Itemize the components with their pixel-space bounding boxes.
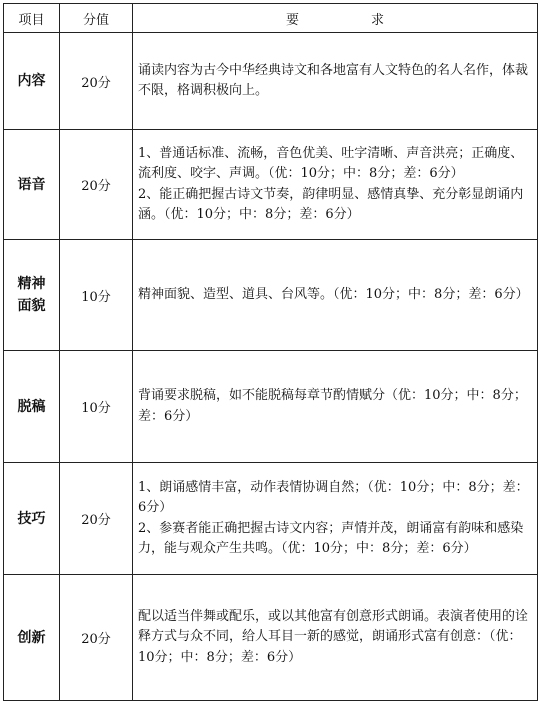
item-cell: 创新 [4, 575, 60, 701]
table-header-row [4, 4, 538, 33]
requirement-line: 配以适当伴舞或配乐，或以其他富有创意形式朗诵。表演者使用的诠释方式与众不同，给人耳目一新的感觉，朗诵形式富有创意：（优：10分；中：8分；差：6分） [138, 608, 529, 665]
score-cell: 20分 [60, 33, 133, 130]
item-cell: 内容 [4, 33, 60, 130]
table-row [4, 463, 538, 575]
requirement-cell [133, 130, 538, 240]
requirement-line: 1、朗诵感情丰富，动作表情协调自然；（优：10分；中：8分；差：6分） [138, 479, 529, 515]
item-label: 精神面貌 [17, 276, 46, 314]
table-row [4, 240, 538, 351]
requirement-line: 诵读内容为古今中华经典诗文和各地富有人文特色的名人名作，体裁不限，格调积极向上。 [138, 62, 529, 98]
requirement-cell [133, 463, 538, 575]
score-cell: 10分 [60, 240, 133, 351]
header-requirement: 要求 [133, 4, 538, 33]
item-cell: 脱稿 [4, 351, 60, 463]
table-row [4, 130, 538, 240]
scoring-criteria-table [3, 3, 538, 701]
requirement-line: 2、参赛者能正确把握古诗文内容；声情并茂，朗诵富有韵味和感染力，能与观众产生共鸣。（优：10分；中：8分；差：6分） [138, 520, 524, 556]
item-cell: 语音 [4, 130, 60, 240]
score-cell: 20分 [60, 463, 133, 575]
item-cell [4, 240, 60, 351]
table-row [4, 33, 538, 130]
item-cell: 技巧 [4, 463, 60, 575]
requirement-cell [133, 575, 538, 701]
header-item: 项目 [4, 4, 60, 33]
score-cell: 20分 [60, 130, 133, 240]
requirement-line: 背诵要求脱稿，如不能脱稿每章节酌情赋分（优：10分；中：8分；差：6分） [138, 388, 527, 424]
table-row [4, 575, 538, 701]
requirement-cell [133, 240, 538, 351]
header-score: 分值 [60, 4, 133, 33]
requirement-cell [133, 351, 538, 463]
requirement-line: 精神面貌、造型、道具、台风等。（优：10分；中：8分；差：6分） [138, 286, 529, 302]
table-row [4, 351, 538, 463]
requirement-line: 2、能正确把握古诗文节奏，韵律明显、感情真挚、充分彰显朗诵内涵。（优：10分；中：8分；差：6分） [138, 186, 524, 222]
score-cell: 20分 [60, 575, 133, 701]
score-cell: 10分 [60, 351, 133, 463]
requirement-cell [133, 33, 538, 130]
requirement-line: 1、普通话标准、流畅，音色优美、吐字清晰、声音洪亮；正确度、流利度、咬字、声调。（优：10分；中：8分；差：6分） [138, 145, 524, 181]
